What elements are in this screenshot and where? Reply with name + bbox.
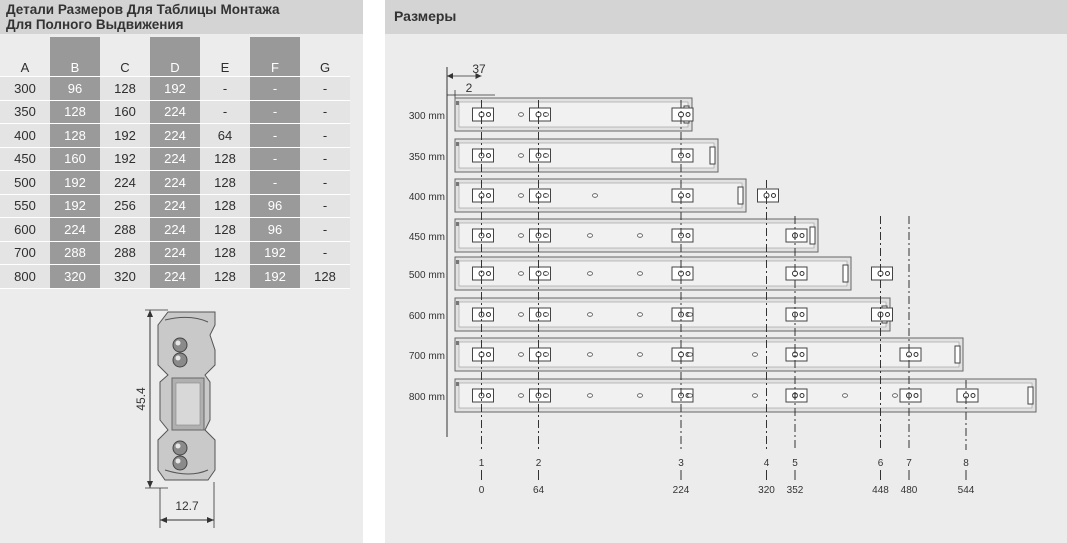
profile-inner-face	[176, 383, 200, 425]
ball-bearing-icon	[173, 456, 187, 470]
oval-slot-icon	[588, 353, 593, 357]
slide-length-label: 700 mm	[408, 351, 445, 362]
hole-position-label: 544	[957, 485, 975, 496]
slide-corner-mark	[456, 301, 459, 305]
table-cell: 288	[50, 241, 100, 265]
mounting-table-panel	[0, 0, 363, 543]
profile-height-label: 45.4	[134, 387, 148, 411]
table-cell: 64	[200, 124, 250, 148]
slide-row	[409, 338, 963, 371]
hole-number-label: 8	[963, 458, 969, 469]
table-cell: 128	[200, 194, 250, 218]
slide-end-stop	[810, 227, 815, 244]
table-cell: 192	[250, 241, 300, 265]
table-cell: 224	[150, 124, 200, 148]
slide-corner-mark	[456, 260, 459, 264]
table-cell: 224	[150, 194, 200, 218]
table-cell: -	[300, 147, 350, 171]
column-header-a: A	[0, 37, 50, 77]
oval-slot-icon	[638, 272, 643, 276]
slide-corner-mark	[456, 101, 459, 105]
oval-slot-icon	[519, 313, 524, 317]
table-cell: 224	[150, 100, 200, 124]
oval-slot-icon	[519, 394, 524, 398]
slide-corner-mark	[456, 222, 459, 226]
slide-end-stop	[1028, 387, 1033, 404]
dimensions-panel	[385, 0, 1067, 543]
oval-slot-icon	[688, 353, 693, 357]
ball-bearing-icon	[173, 441, 187, 455]
table-cell: 128	[200, 147, 250, 171]
oval-slot-icon	[688, 313, 693, 317]
oval-slot-icon	[544, 272, 549, 276]
oval-slot-icon	[638, 394, 643, 398]
table-cell: -	[250, 124, 300, 148]
slide-corner-mark	[456, 341, 459, 345]
table-cell: 400	[0, 124, 50, 148]
slide-corner-mark	[456, 382, 459, 386]
dimensions-title: Размеры	[394, 8, 457, 24]
table-cell: 500	[0, 171, 50, 195]
table-cell: 600	[0, 218, 50, 242]
slot-hole-icon	[487, 313, 491, 317]
slide-row	[409, 139, 718, 172]
oval-slot-icon	[519, 234, 524, 238]
slot-hole-icon	[686, 272, 690, 276]
table-cell: 128	[200, 218, 250, 242]
hole-number-label: 1	[478, 458, 485, 469]
slot-hole-icon	[487, 154, 491, 158]
slot-hole-icon	[686, 113, 690, 117]
slide-rail-inner	[459, 183, 742, 208]
slot-hole-icon	[800, 353, 804, 357]
hole-number-label: 5	[792, 458, 798, 469]
hole-position-label: 480	[900, 485, 918, 496]
slide-length-label: 800 mm	[408, 392, 445, 403]
oval-slot-icon	[588, 234, 593, 238]
bearing-highlight	[176, 341, 181, 346]
slide-length-label: 300 mm	[408, 111, 445, 122]
hole-number-label: 7	[906, 458, 912, 469]
slide-end-stop	[710, 147, 715, 164]
slot-hole-icon	[487, 272, 491, 276]
table-row	[0, 265, 350, 289]
column-header-g: G	[300, 37, 350, 77]
table-cell: 800	[0, 265, 50, 289]
oval-slot-icon	[638, 353, 643, 357]
hole-position-label: 448	[872, 485, 889, 496]
table-cell: 96	[250, 218, 300, 242]
table-cell: 192	[50, 171, 100, 195]
slot-hole-icon	[914, 353, 918, 357]
slot-hole-icon	[487, 353, 491, 357]
slide-length-label: 400 mm	[408, 192, 445, 203]
slide-length-label: 500 mm	[408, 270, 445, 281]
oval-slot-icon	[593, 194, 598, 198]
table-cell: -	[250, 147, 300, 171]
slide-row	[409, 219, 818, 252]
table-cell: 128	[200, 265, 250, 289]
table-cell: 160	[50, 147, 100, 171]
table-row	[0, 77, 350, 101]
table-cell: 192	[250, 265, 300, 289]
table-cell: 128	[200, 171, 250, 195]
slot-hole-icon	[971, 394, 975, 398]
slide-corner-mark	[456, 142, 459, 146]
oval-slot-icon	[688, 394, 693, 398]
slide-rail-inner	[459, 223, 814, 248]
table-cell: 320	[100, 265, 150, 289]
table-cell: 224	[150, 241, 200, 265]
hole-number-label: 3	[678, 458, 684, 469]
table-cell: 288	[100, 218, 150, 242]
table-cell: -	[200, 100, 250, 124]
slide-end-stop	[738, 187, 743, 204]
hole-position-label: 0	[478, 485, 485, 496]
oval-slot-icon	[588, 313, 593, 317]
column-header-d: D	[150, 37, 200, 77]
table-cell: 550	[0, 194, 50, 218]
slot-hole-icon	[487, 234, 491, 238]
slide-row	[409, 379, 1036, 412]
column-header-e: E	[200, 37, 250, 77]
table-cell: 160	[100, 100, 150, 124]
oval-slot-icon	[544, 313, 549, 317]
slot-hole-icon	[800, 234, 804, 238]
profile-width-label: 12.7	[175, 499, 199, 513]
slot-hole-icon	[800, 394, 804, 398]
oval-slot-icon	[519, 154, 524, 158]
table-title-line2: Для Полного Выдвижения	[6, 17, 184, 32]
table-cell: 224	[150, 171, 200, 195]
oval-slot-icon	[544, 194, 549, 198]
hole-number-label: 6	[877, 458, 884, 469]
slide-row	[409, 98, 693, 131]
oval-slot-icon	[519, 353, 524, 357]
oval-slot-icon	[544, 154, 549, 158]
table-cell: 192	[100, 147, 150, 171]
table-row	[0, 171, 350, 195]
table-cell: 128	[50, 124, 100, 148]
slot-hole-icon	[487, 194, 491, 198]
table-cell: 192	[50, 194, 100, 218]
bearing-highlight	[176, 459, 181, 464]
table-cell: 96	[50, 77, 100, 101]
table-cell: -	[200, 77, 250, 101]
slot-hole-icon	[686, 154, 690, 158]
table-cell: 128	[50, 100, 100, 124]
oval-slot-icon	[544, 113, 549, 117]
column-header-f: F	[250, 37, 300, 77]
table-cell: 96	[250, 194, 300, 218]
table-row	[0, 100, 350, 124]
dim-2-label: 2	[465, 81, 473, 95]
table-cell: 300	[0, 77, 50, 101]
slide-row	[409, 179, 779, 212]
table-cell: 224	[50, 218, 100, 242]
table-cell: -	[300, 241, 350, 265]
table-cell: 224	[150, 147, 200, 171]
table-cell: 224	[100, 171, 150, 195]
table-row	[0, 241, 350, 265]
table-cell: -	[300, 77, 350, 101]
table-cell: 224	[150, 218, 200, 242]
slide-profile-drawing	[0, 290, 363, 543]
slide-dimension-diagram	[385, 0, 1067, 543]
table-cell: 288	[100, 241, 150, 265]
oval-slot-icon	[638, 313, 643, 317]
oval-slot-icon	[753, 353, 758, 357]
slide-length-label: 600 mm	[408, 311, 445, 322]
table-cell: 128	[100, 77, 150, 101]
ball-bearing-icon	[173, 338, 187, 352]
table-cell: 256	[100, 194, 150, 218]
slot-hole-icon	[800, 313, 804, 317]
slot-hole-icon	[914, 394, 918, 398]
profile-group	[134, 310, 215, 528]
oval-slot-icon	[588, 394, 593, 398]
table-cell: 350	[0, 100, 50, 124]
oval-slot-icon	[588, 272, 593, 276]
table-cell: 192	[150, 77, 200, 101]
table-title-bar	[0, 0, 363, 34]
slot-hole-icon	[886, 313, 890, 317]
slide-end-stop	[843, 265, 848, 282]
oval-slot-icon	[893, 394, 898, 398]
slot-hole-icon	[800, 272, 804, 276]
hole-position-label: 320	[758, 485, 775, 496]
slot-hole-icon	[686, 194, 690, 198]
slot-hole-icon	[886, 272, 890, 276]
table-cell: 700	[0, 241, 50, 265]
table-header-row	[0, 37, 350, 77]
table-cell: -	[250, 100, 300, 124]
oval-slot-icon	[519, 272, 524, 276]
column-header-b: B	[50, 37, 100, 77]
table-cell: -	[300, 124, 350, 148]
hole-number-label: 2	[535, 458, 542, 469]
table-row	[0, 124, 350, 148]
slide-length-label: 450 mm	[408, 232, 445, 243]
oval-slot-icon	[544, 234, 549, 238]
table-cell: 450	[0, 147, 50, 171]
table-title-line1: Детали Размеров Для Таблицы Монтажа	[6, 2, 280, 17]
oval-slot-icon	[753, 394, 758, 398]
slot-hole-icon	[487, 113, 491, 117]
table-cell: 128	[200, 241, 250, 265]
column-header-c: C	[100, 37, 150, 77]
oval-slot-icon	[638, 234, 643, 238]
ball-bearing-icon	[173, 353, 187, 367]
oval-slot-icon	[843, 394, 848, 398]
slide-length-label: 350 mm	[408, 152, 445, 163]
hole-number-label: 4	[763, 458, 770, 469]
table-cell: -	[300, 100, 350, 124]
dimension-table	[0, 37, 350, 289]
table-cell: -	[250, 171, 300, 195]
table-cell: 128	[300, 265, 350, 289]
oval-slot-icon	[519, 113, 524, 117]
hole-position-label: 64	[532, 485, 545, 496]
slide-end-stop	[955, 346, 960, 363]
table-row	[0, 218, 350, 242]
table-row	[0, 194, 350, 218]
slot-hole-icon	[686, 234, 690, 238]
table-cell: -	[250, 77, 300, 101]
table-cell: 224	[150, 265, 200, 289]
table-cell: -	[300, 171, 350, 195]
table-cell: -	[300, 194, 350, 218]
oval-slot-icon	[544, 353, 549, 357]
table-cell: 192	[100, 124, 150, 148]
dim-37-label: 37	[472, 62, 486, 76]
slide-corner-mark	[456, 182, 459, 186]
bearing-highlight	[176, 444, 181, 449]
bearing-highlight	[176, 356, 181, 361]
oval-slot-icon	[519, 194, 524, 198]
table-cell: -	[300, 218, 350, 242]
hole-position-label: 352	[786, 485, 804, 496]
oval-slot-icon	[544, 394, 549, 398]
slot-hole-icon	[487, 394, 491, 398]
slot-hole-icon	[772, 194, 776, 198]
hole-position-label: 224	[672, 485, 690, 496]
table-row	[0, 147, 350, 171]
table-cell: 320	[50, 265, 100, 289]
